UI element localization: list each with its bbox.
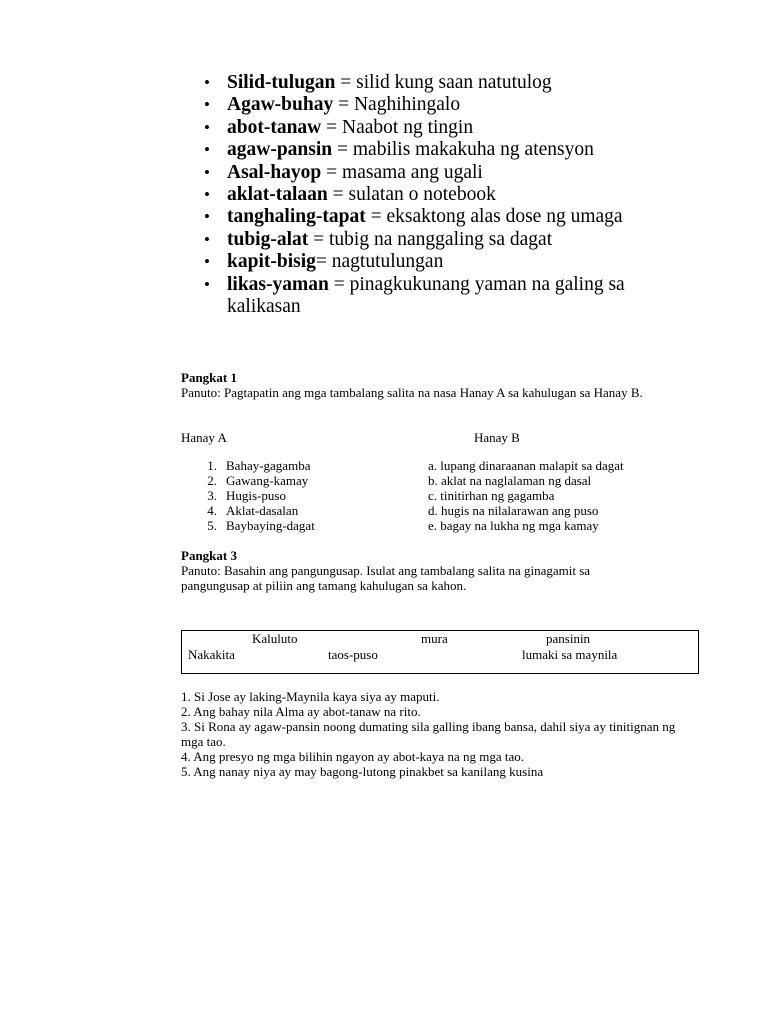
glossary-item — [202, 229, 672, 251]
sentence-item: 3. Si Rona ay agaw-pansin noong dumating sila galling ibang bansa, dahil siya ay tinitignan ng mga tao. — [181, 719, 676, 749]
hanay-b-item: a. lupang dinaraanan malapit sa dagat — [428, 458, 624, 473]
pangkat1-instruction: Panuto: Pagtapatin ang mga tambalang salita na nasa Hanay A sa kahulugan sa Hanay B. — [181, 385, 643, 400]
sentence-item: 5. Ang nanay niya ay may bagong-lutong pinakbet sa kanilang kusina — [181, 764, 544, 779]
hanay-a-heading: Hanay A — [181, 430, 227, 445]
list-item — [201, 458, 721, 473]
item-number: 1. — [207, 458, 217, 473]
glossary-definition: Naabot ng tingin — [342, 116, 474, 138]
glossary-definition: Naghihingalo — [353, 94, 461, 116]
glossary-separator: = — [332, 139, 353, 161]
glossary-definition: mabilis makakuha ng atensyon — [352, 139, 594, 161]
choice-word: taos-puso — [328, 647, 378, 662]
glossary-separator: = — [321, 116, 343, 138]
bullet-icon: • — [204, 117, 210, 137]
glossary-definition: tubig na nanggaling sa dagat — [329, 228, 553, 250]
item-number: 3. — [207, 488, 217, 503]
hanay-b-item: b. aklat na naglalaman ng dasal — [428, 473, 592, 488]
glossary-item — [202, 94, 672, 116]
hanay-a-item: Baybaying-dagat — [226, 518, 315, 533]
list-item — [201, 503, 721, 518]
glossary-term: tubig-alat — [227, 228, 309, 250]
glossary-separator: = — [328, 273, 350, 295]
glossary-term: aklat-talaan — [227, 184, 328, 206]
glossary-term: Agaw-buhay — [227, 94, 334, 116]
item-number: 4. — [207, 503, 217, 518]
hanay-b-item: d. hugis na nilalarawan ang puso — [428, 503, 599, 518]
glossary-term: Asal-hayop — [227, 161, 322, 183]
glossary-separator: = — [327, 184, 349, 206]
choice-word: lumaki sa maynila — [522, 647, 618, 662]
pangkat1-section — [181, 370, 681, 400]
glossary-term: agaw-pansin — [227, 139, 333, 161]
glossary-item — [202, 251, 672, 273]
list-item — [201, 488, 721, 503]
glossary-item — [202, 274, 672, 319]
sentence-item: 1. Si Jose ay laking-Maynila kaya siya ay maputi. — [181, 689, 440, 704]
bullet-icon: • — [204, 140, 210, 160]
choice-word: mura — [421, 631, 448, 646]
sentence-list — [181, 689, 681, 779]
pangkat1-title: Pangkat 1 — [181, 370, 237, 385]
glossary-term: likas-yaman — [227, 273, 329, 295]
hanay-a-item: Gawang-kamay — [226, 473, 309, 488]
glossary-item — [202, 162, 672, 184]
glossary-definition: eksaktong alas dose ng umaga — [386, 206, 623, 228]
glossary-separator: = — [308, 228, 330, 250]
matching-list — [201, 458, 721, 533]
hanay-a-item: Hugis-puso — [226, 488, 286, 503]
glossary-separator: = — [335, 72, 357, 93]
choice-word: Kaluluto — [252, 631, 298, 646]
list-item — [201, 473, 721, 488]
pangkat3-instruction: Panuto: Basahin ang pangungusap. Isulat ang tambalang salita na ginagamit sa pangungusap at piliin ang tamang kahulugan sa kahon. — [181, 563, 591, 593]
item-number: 5. — [207, 518, 217, 533]
list-item — [201, 518, 721, 533]
glossary-term: Silid-tulugan — [227, 72, 336, 93]
hanay-a-item: Aklat-dasalan — [226, 503, 299, 518]
glossary-item — [202, 184, 672, 206]
choice-word: Nakakita — [188, 647, 235, 662]
hanay-a-item: Bahay-gagamba — [226, 458, 311, 473]
glossary-item — [202, 206, 672, 228]
pangkat3-section — [181, 548, 681, 593]
bullet-icon: • — [204, 73, 210, 92]
hanay-b-heading: Hanay B — [474, 430, 520, 445]
glossary-definition: nagtutulungan — [331, 251, 444, 273]
glossary-definition: sulatan o notebook — [348, 184, 496, 206]
glossary-item — [202, 117, 672, 139]
hanay-b-item: c. tinitirhan ng gagamba — [428, 488, 555, 503]
item-number: 2. — [207, 473, 217, 488]
glossary-item — [202, 72, 672, 94]
bullet-icon: • — [204, 207, 210, 227]
glossary-list — [202, 72, 672, 318]
word-choices-box — [181, 630, 699, 674]
bullet-icon: • — [204, 95, 210, 115]
pangkat3-title: Pangkat 3 — [181, 548, 237, 563]
sentence-item: 2. Ang bahay nila Alma ay abot-tanaw na rito. — [181, 704, 421, 719]
glossary-term: kapit-bisig — [227, 251, 316, 273]
choice-word: pansinin — [546, 631, 591, 646]
glossary-term: tanghaling-tapat — [227, 206, 366, 228]
glossary-separator: = — [333, 94, 354, 116]
glossary-definition: pinagkukunang yaman na galing sa kalikasan — [227, 273, 625, 318]
glossary-term: abot-tanaw — [227, 116, 322, 138]
glossary-definition: masama ang ugali — [342, 161, 483, 183]
bullet-icon: • — [204, 229, 210, 249]
bullet-icon: • — [204, 162, 210, 182]
bullet-icon: • — [204, 274, 210, 294]
bullet-icon: • — [204, 185, 210, 205]
glossary-definition: silid kung saan natutulog — [356, 72, 552, 93]
glossary-item — [202, 139, 672, 161]
bullet-icon: • — [204, 252, 210, 272]
glossary-separator: = — [321, 161, 343, 183]
hanay-b-item: e. bagay na lukha ng mga kamay — [428, 518, 599, 533]
sentence-item: 4. Ang presyo ng mga bilihin ngayon ay abot-kaya na ng mga tao. — [181, 749, 524, 764]
glossary-separator: = — [365, 206, 387, 228]
glossary-separator: = — [315, 251, 332, 273]
